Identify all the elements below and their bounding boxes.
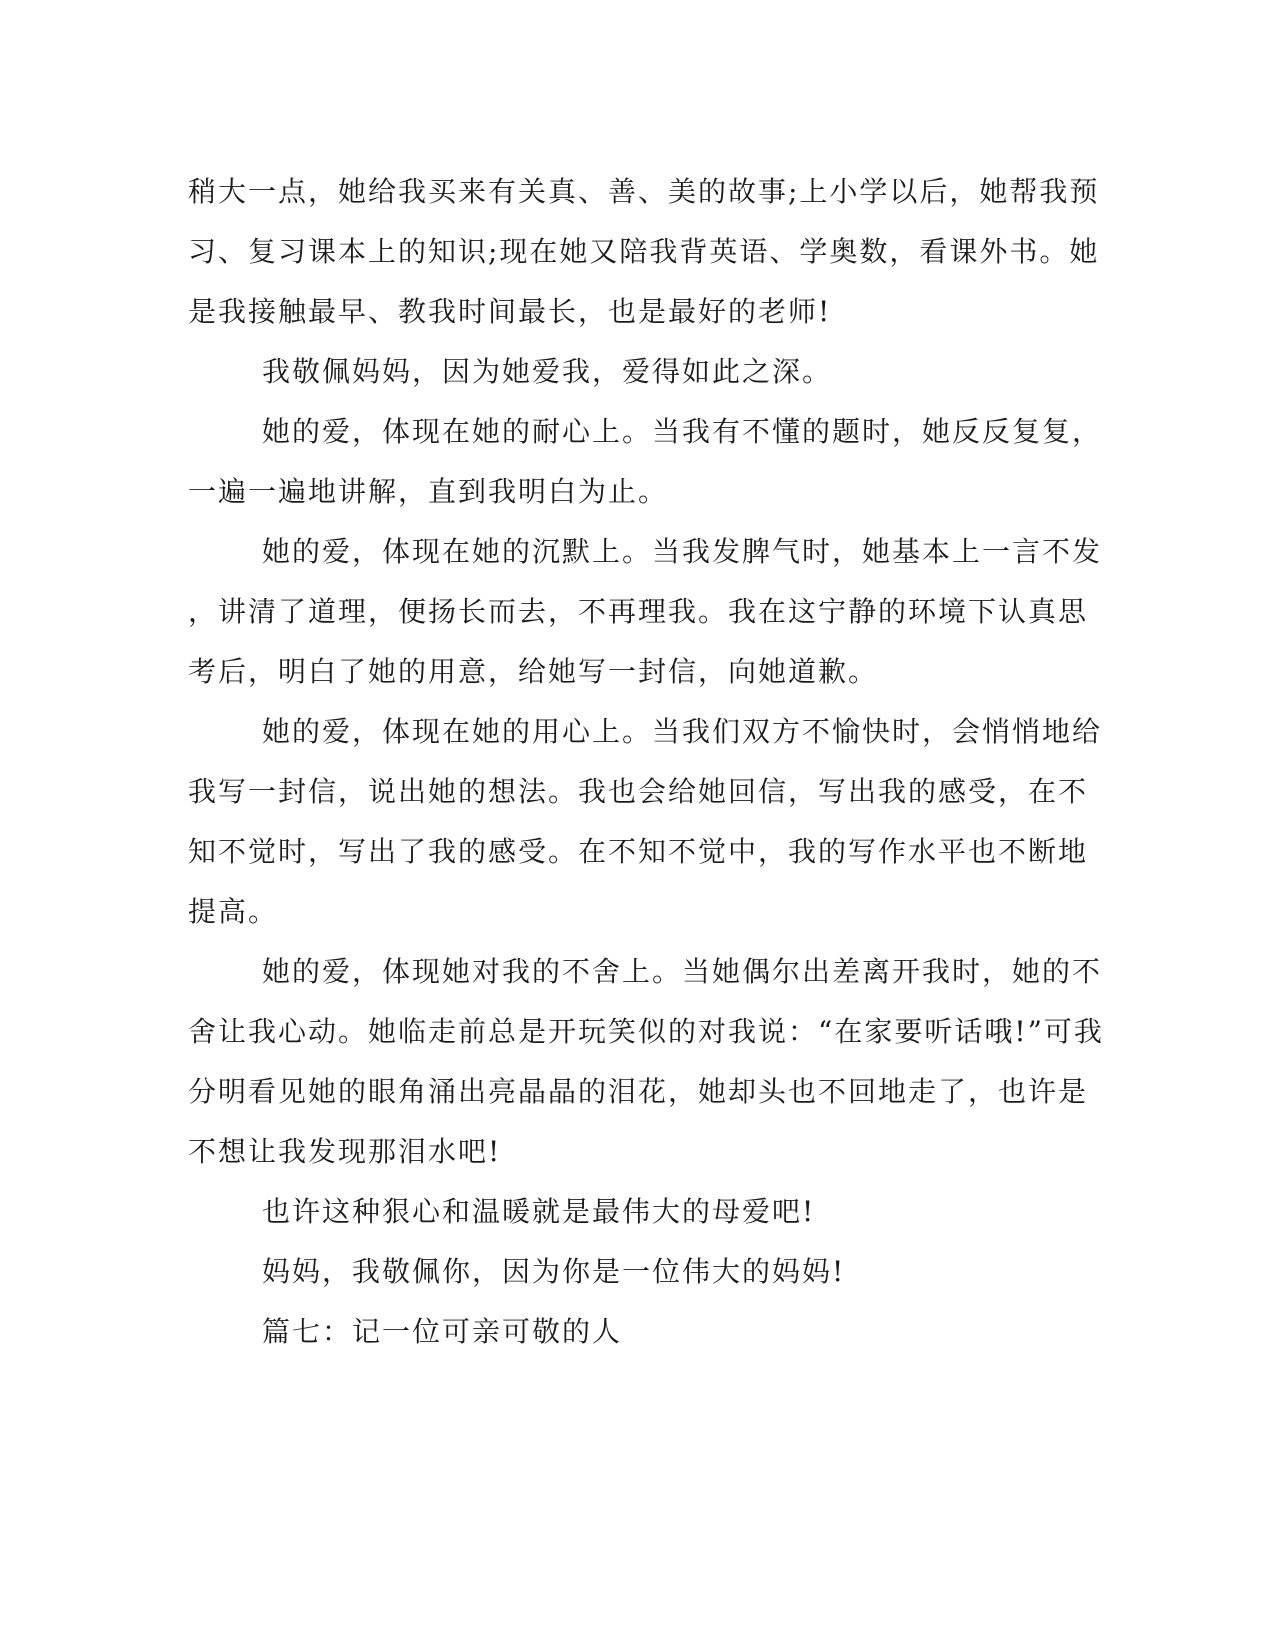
paragraph-start: 我敬佩妈妈，因为她爱我，爱得如此之深。 (262, 355, 833, 388)
text-line: 提高。 (188, 895, 279, 928)
section-heading: 篇七：记一位可亲可敬的人 (262, 1315, 623, 1348)
text-line: 一遍一遍地讲解，直到我明白为止。 (188, 475, 669, 508)
paragraph-start: 妈妈，我敬佩你，因为你是一位伟大的妈妈! (262, 1255, 846, 1288)
text-line: ，讲清了道理，便扬长而去，不再理我。我在这宁静的环境下认真思 (188, 595, 1089, 628)
text-line: 习、复习课本上的知识;现在她又陪我背英语、学奥数，看课外书。她 (188, 235, 1100, 268)
paragraph-start: 她的爱，体现在她的用心上。当我们双方不愉快时，会悄悄地给 (262, 715, 1103, 748)
text-line: 考后，明白了她的用意，给她写一封信，向她道歉。 (188, 655, 879, 688)
paragraph-start: 也许这种狠心和温暖就是最伟大的母爱吧! (262, 1195, 816, 1228)
paragraph-start: 她的爱，体现在她的沉默上。当我发脾气时，她基本上一言不发 (262, 535, 1103, 568)
paragraph-start: 她的爱，体现在她的耐心上。当我有不懂的题时，她反反复复， (262, 415, 1103, 448)
text-line: 不想让我发现那泪水吧! (188, 1135, 502, 1168)
text-line: 舍让我心动。她临走前总是开玩笑似的对我说：“在家要听话哦!”可我 (188, 1015, 1104, 1048)
document-body (188, 162, 1104, 1362)
text-line: 分明看见她的眼角涌出亮晶晶的泪花，她却头也不回地走了，也许是 (188, 1075, 1089, 1108)
text-line: 稍大一点，她给我买来有关真、善、美的故事;上小学以后，她帮我预 (188, 175, 1100, 208)
text-line: 我写一封信，说出她的想法。我也会给她回信，写出我的感受，在不 (188, 775, 1089, 808)
paragraph-start: 她的爱，体现她对我的不舍上。当她偶尔出差离开我时，她的不 (262, 955, 1103, 988)
text-line: 知不觉时，写出了我的感受。在不知不觉中，我的写作水平也不断地 (188, 835, 1089, 868)
text-line: 是我接触最早、教我时间最长，也是最好的老师! (188, 295, 832, 328)
